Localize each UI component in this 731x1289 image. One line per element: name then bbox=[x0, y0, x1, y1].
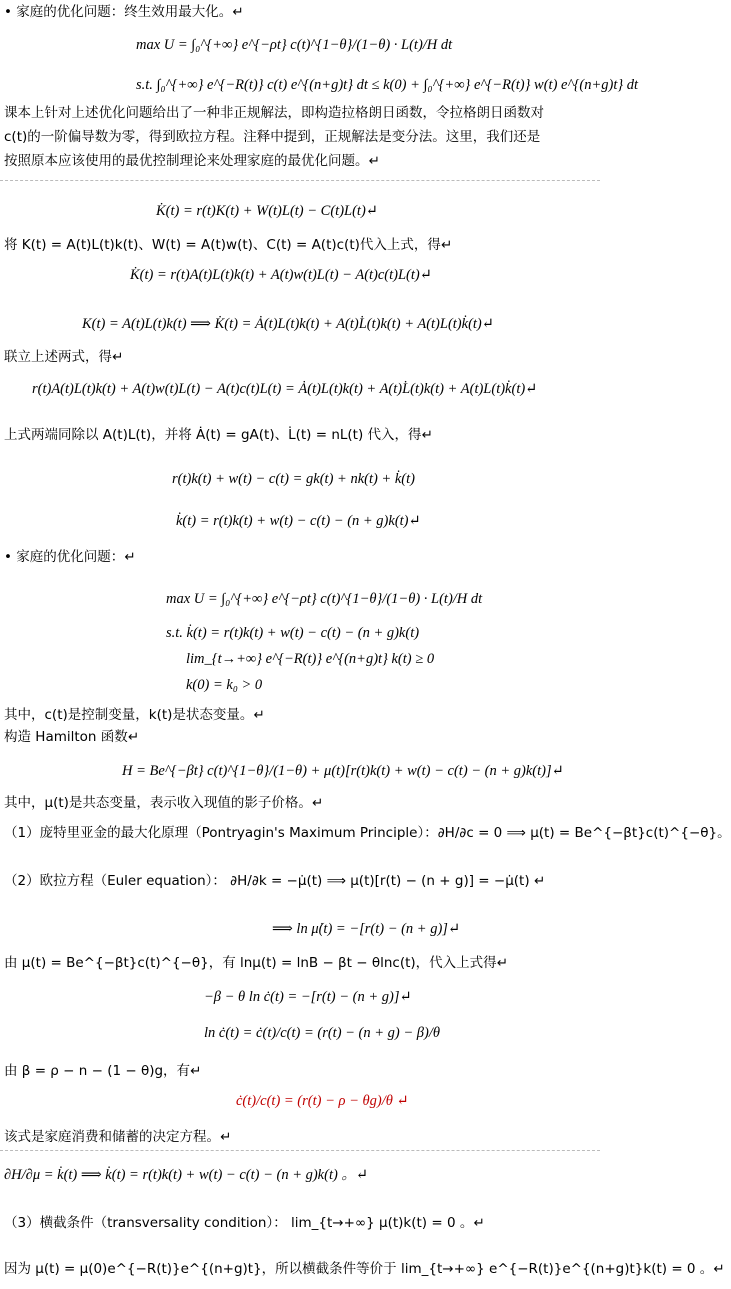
section-separator bbox=[0, 180, 600, 181]
text-line-19: lim_{t→+∞} e^{−R(t)} e^{(n+g)t} k(t) ≥ 0 bbox=[186, 651, 435, 667]
text-line-13: 上式两端同除以 A(t)L(t)，并将 Ȧ(t) = gA(t)、L̇(t) = nL(t) 代入，得↵ bbox=[4, 427, 433, 443]
text-line-9: K̇(t) = r(t)A(t)L(t)k(t) + A(t)w(t)L(t) − A(t)c(t)L(t)↵ bbox=[130, 267, 432, 283]
text-line-6: 按照原本应该使用的最优控制理论来处理家庭的最优化问题。↵ bbox=[4, 153, 380, 169]
text-line-31: 由 β = ρ − n − (1 − θ)g，有↵ bbox=[4, 1063, 202, 1079]
text-line-14: r(t)k(t) + w(t) − c(t) = gk(t) + nk(t) + k̇(t) bbox=[172, 471, 415, 487]
text-line-7: K̇(t) = r(t)K(t) + W(t)L(t) − C(t)L(t)↵ bbox=[156, 203, 378, 219]
text-line-2: max U = ∫₀^{+∞} e^{−ρt} c(t)^{1−θ}/(1−θ) · L(t)/H dt bbox=[136, 37, 453, 53]
text-line-36: 因为 μ(t) = μ(0)e^{−R(t)}e^{(n+g)t}，所以横截条件等价于 lim_{t→+∞} e^{−R(t)}e^{(n+g)t}k(t) = 0 。↵ bbox=[4, 1261, 725, 1277]
text-line-5: c(t)的一阶偏导数为零，得到欧拉方程。注释中提到，正规解法是变分法。这里，我们还是 bbox=[4, 129, 541, 145]
text-line-24: 其中，μ(t)是共态变量，表示收入现值的影子价格。↵ bbox=[4, 795, 324, 811]
text-line-16: • 家庭的优化问题：↵ bbox=[4, 549, 136, 565]
text-line-34: ∂H/∂μ = k̇(t) ⟹ k̇(t) = r(t)k(t) + w(t) − c(t) − (n + g)k(t) 。↵ bbox=[4, 1167, 369, 1183]
text-line-25: （1）庞特里亚金的最大化原理（Pontryagin's Maximum Principle）：∂H/∂c = 0 ⟹ μ(t) = Be^{−βt}c(t)^{−θ}。 bbox=[4, 825, 731, 841]
text-line-11: 联立上述两式，得↵ bbox=[4, 349, 124, 365]
text-line-18: s.t. k̇(t) = r(t)k(t) + w(t) − c(t) − (n + g)k(t) bbox=[166, 625, 420, 641]
text-line-32: ċ(t)/c(t) = (r(t) − ρ − θg)/θ ↵ bbox=[236, 1093, 409, 1109]
text-line-28: 由 μ(t) = Be^{−βt}c(t)^{−θ}，有 lnμ(t) = lnB − βt − θlnc(t)，代入上式得↵ bbox=[4, 955, 508, 971]
text-line-4: 课本上针对上述优化问题给出了一种非正规解法，即构造拉格朗日函数，令拉格朗日函数对 bbox=[4, 105, 544, 121]
text-line-1: • 家庭的优化问题：终生效用最大化。↵ bbox=[4, 4, 244, 20]
section-separator bbox=[0, 1150, 600, 1151]
text-line-12: r(t)A(t)L(t)k(t) + A(t)w(t)L(t) − A(t)c(t)L(t) = Ȧ(t)L(t)k(t) + A(t)L̇(t)k(t) + A(t)L(t)k̇(t)↵ bbox=[32, 381, 538, 397]
text-line-8: 将 K(t) = A(t)L(t)k(t)、W(t) = A(t)w(t)、C(t) = A(t)c(t)代入上式，得↵ bbox=[4, 237, 453, 253]
text-line-27: ⟹ ln μ̇(t) = −[r(t) − (n + g)]↵ bbox=[272, 921, 461, 937]
text-line-23: H = Be^{−βt} c(t)^{1−θ}/(1−θ) + μ(t)[r(t)k(t) + w(t) − c(t) − (n + g)k(t)]↵ bbox=[122, 763, 564, 779]
text-line-3: s.t. ∫₀^{+∞} e^{−R(t)} c(t) e^{(n+g)t} dt ≤ k(0) + ∫₀^{+∞} e^{−R(t)} w(t) e^{(n+g)t} dt bbox=[136, 77, 639, 93]
text-line-26: （2）欧拉方程（Euler equation）： ∂H/∂k = −μ̇(t) ⟹ μ(t)[r(t) − (n + g)] = −μ̇(t) ↵ bbox=[4, 873, 546, 889]
text-line-21: 其中，c(t)是控制变量，k(t)是状态变量。↵ bbox=[4, 707, 265, 723]
text-line-17: max U = ∫₀^{+∞} e^{−ρt} c(t)^{1−θ}/(1−θ) · L(t)/H dt bbox=[166, 591, 483, 607]
text-line-15: k̇(t) = r(t)k(t) + w(t) − c(t) − (n + g)k(t)↵ bbox=[176, 513, 421, 529]
text-line-20: k(0) = k₀ > 0 bbox=[186, 677, 263, 693]
text-line-29: −β − θ ln ċ(t) = −[r(t) − (n + g)]↵ bbox=[204, 989, 412, 1005]
text-line-35: （3）横截条件（transversality condition）： lim_{t→+∞} μ(t)k(t) = 0 。↵ bbox=[4, 1215, 485, 1231]
text-line-30: ln ċ(t) = ċ(t)/c(t) = (r(t) − (n + g) − β)/θ bbox=[204, 1025, 440, 1041]
text-line-22: 构造 Hamilton 函数↵ bbox=[4, 729, 140, 745]
text-line-33: 该式是家庭消费和储蓄的决定方程。↵ bbox=[4, 1129, 232, 1145]
text-line-10: K(t) = A(t)L(t)k(t) ⟹ K̇(t) = Ȧ(t)L(t)k(t) + A(t)L̇(t)k(t) + A(t)L(t)k̇(t)↵ bbox=[82, 316, 494, 332]
